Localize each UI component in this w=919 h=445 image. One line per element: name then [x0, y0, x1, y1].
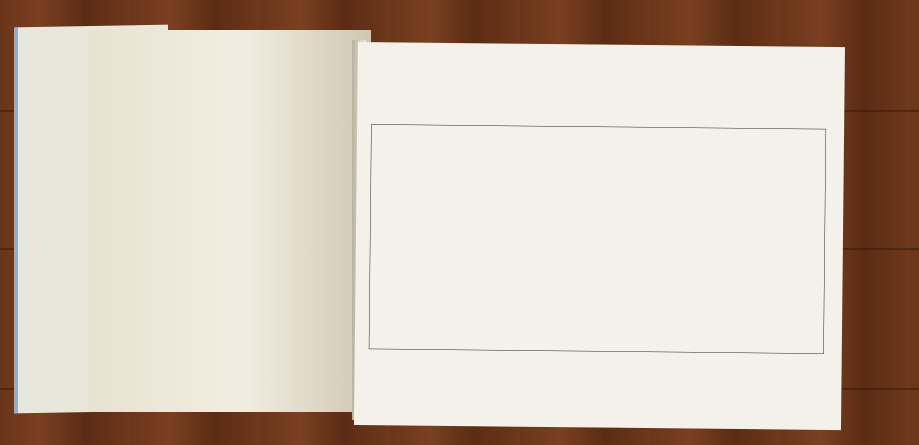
- book-right-page: [354, 42, 845, 430]
- poster-title: [368, 68, 838, 73]
- caption-line-2: [365, 358, 835, 363]
- poster-caption: [365, 358, 835, 363]
- illiteracy-chart: [369, 124, 826, 354]
- book-left-page: [88, 30, 371, 412]
- chart-frame: [369, 124, 826, 354]
- region-label: [517, 116, 667, 118]
- caption-line-1: [365, 358, 835, 363]
- poster-subtitle-2: [397, 101, 817, 105]
- poster-subtitle-1: [398, 89, 818, 93]
- caption-line-3: [365, 358, 835, 363]
